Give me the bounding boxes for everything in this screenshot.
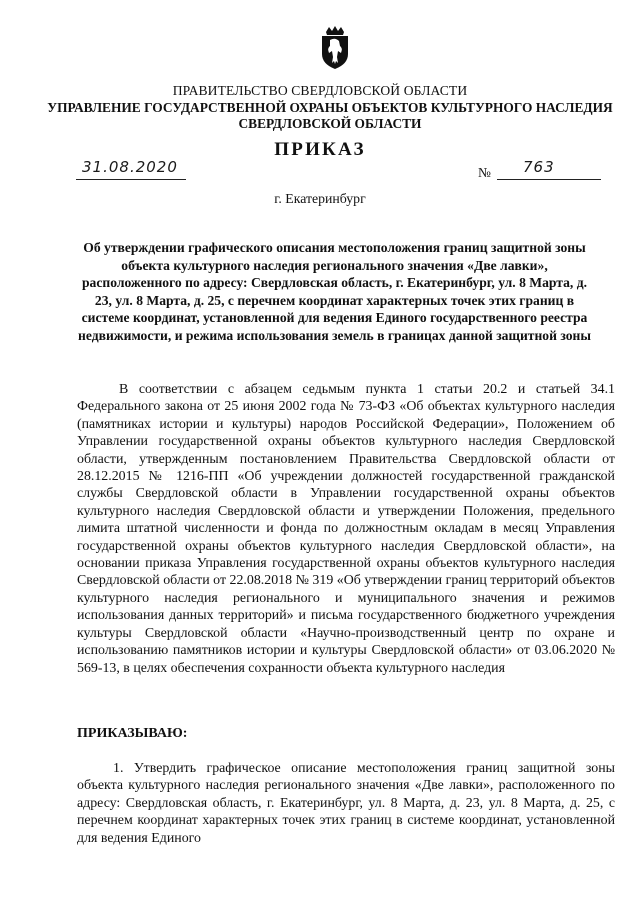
order-number: 763 <box>523 158 555 176</box>
coat-of-arms-icon <box>318 26 352 70</box>
number-label: № <box>478 165 491 180</box>
order-word: ПРИКАЗЫВАЮ: <box>77 726 188 741</box>
date-field <box>76 158 186 180</box>
document-title: Об утверждении графического описания местоположения границ защитной зоны объекта культурного наследия регионального значения «Две лавки», расположенного по адресу: Свердловская область, г. Екатеринбург, ул. 8 Марта, д. 23, ул. 8 Марта, д. 25, с перечнем координат характерных точек этих границ в системе координат, установленной для ведения Единого государственного реестра недвижимости, и режима использования земель в границах данной защитной зоны <box>78 240 591 343</box>
department-name: УПРАВЛЕНИЕ ГОСУДАРСТВЕННОЙ ОХРАНЫ ОБЪЕКТОВ КУЛЬТУРНОГО НАСЛЕДИЯ СВЕРДЛОВСКОЙ ОБЛАСТИ <box>47 100 613 131</box>
government-name: ПРАВИТЕЛЬСТВО СВЕРДЛОВСКОЙ ОБЛАСТИ <box>172 83 468 98</box>
city: г. Екатеринбург <box>274 191 366 206</box>
document-type: ПРИКАЗ <box>274 139 366 160</box>
preamble-paragraph: В соответствии с абзацем седьмым пункта 1 статьи 20.2 и статьей 34.1 Федерального закона от 25 июня 2002 года № 73-ФЗ «Об объектах культурного наследия (памятниках истории и культуры) народов Российской Федерации», Положением об Управлении государственной охраны объектов культурного наследия Свердловской области, утвержденным постановлением Правительства Свердловской области от 28.12.2015 № 1216-ПП «Об учреждении должностей государственной гражданской службы Свердловской области в Управлении государственной охраны объектов культурного наследия Свердловской области и утверждении Положения, предельного лимита штатной численности и фонда по должностным окладам в месяц Управления государственной охраны объектов культурного наследия Свердловской области», на основании приказа Управления государственной охраны объектов культурного наследия Свердловской области от 22.08.2018 № 319 «Об утверждении границ территорий объектов культурного наследия регионального и муниципального значения и режимов использования данных территорий» и письма государственного бюджетного учреждения культуры Свердловской области «Научно-производственный центр по охране и использованию памятников истории и культуры Свердловской области» от 03.06.2020 № 569-13, в целях обеспечения сохранности объекта культурного наследия <box>77 382 615 676</box>
order-date: 31.08.2020 <box>82 158 178 176</box>
order-item-1: 1. Утвердить графическое описание местоположения границ защитной зоны объекта культурного наследия регионального значения «Две лавки», расположенного по адресу: Свердловская область, г. Екатеринбург, ул. 8 Марта, д. 23, ул. 8 Марта, д. 25, с перечнем координат характерных точек этих границ в системе координат, установленной для ведения Единого <box>77 761 615 846</box>
number-field <box>497 158 601 180</box>
